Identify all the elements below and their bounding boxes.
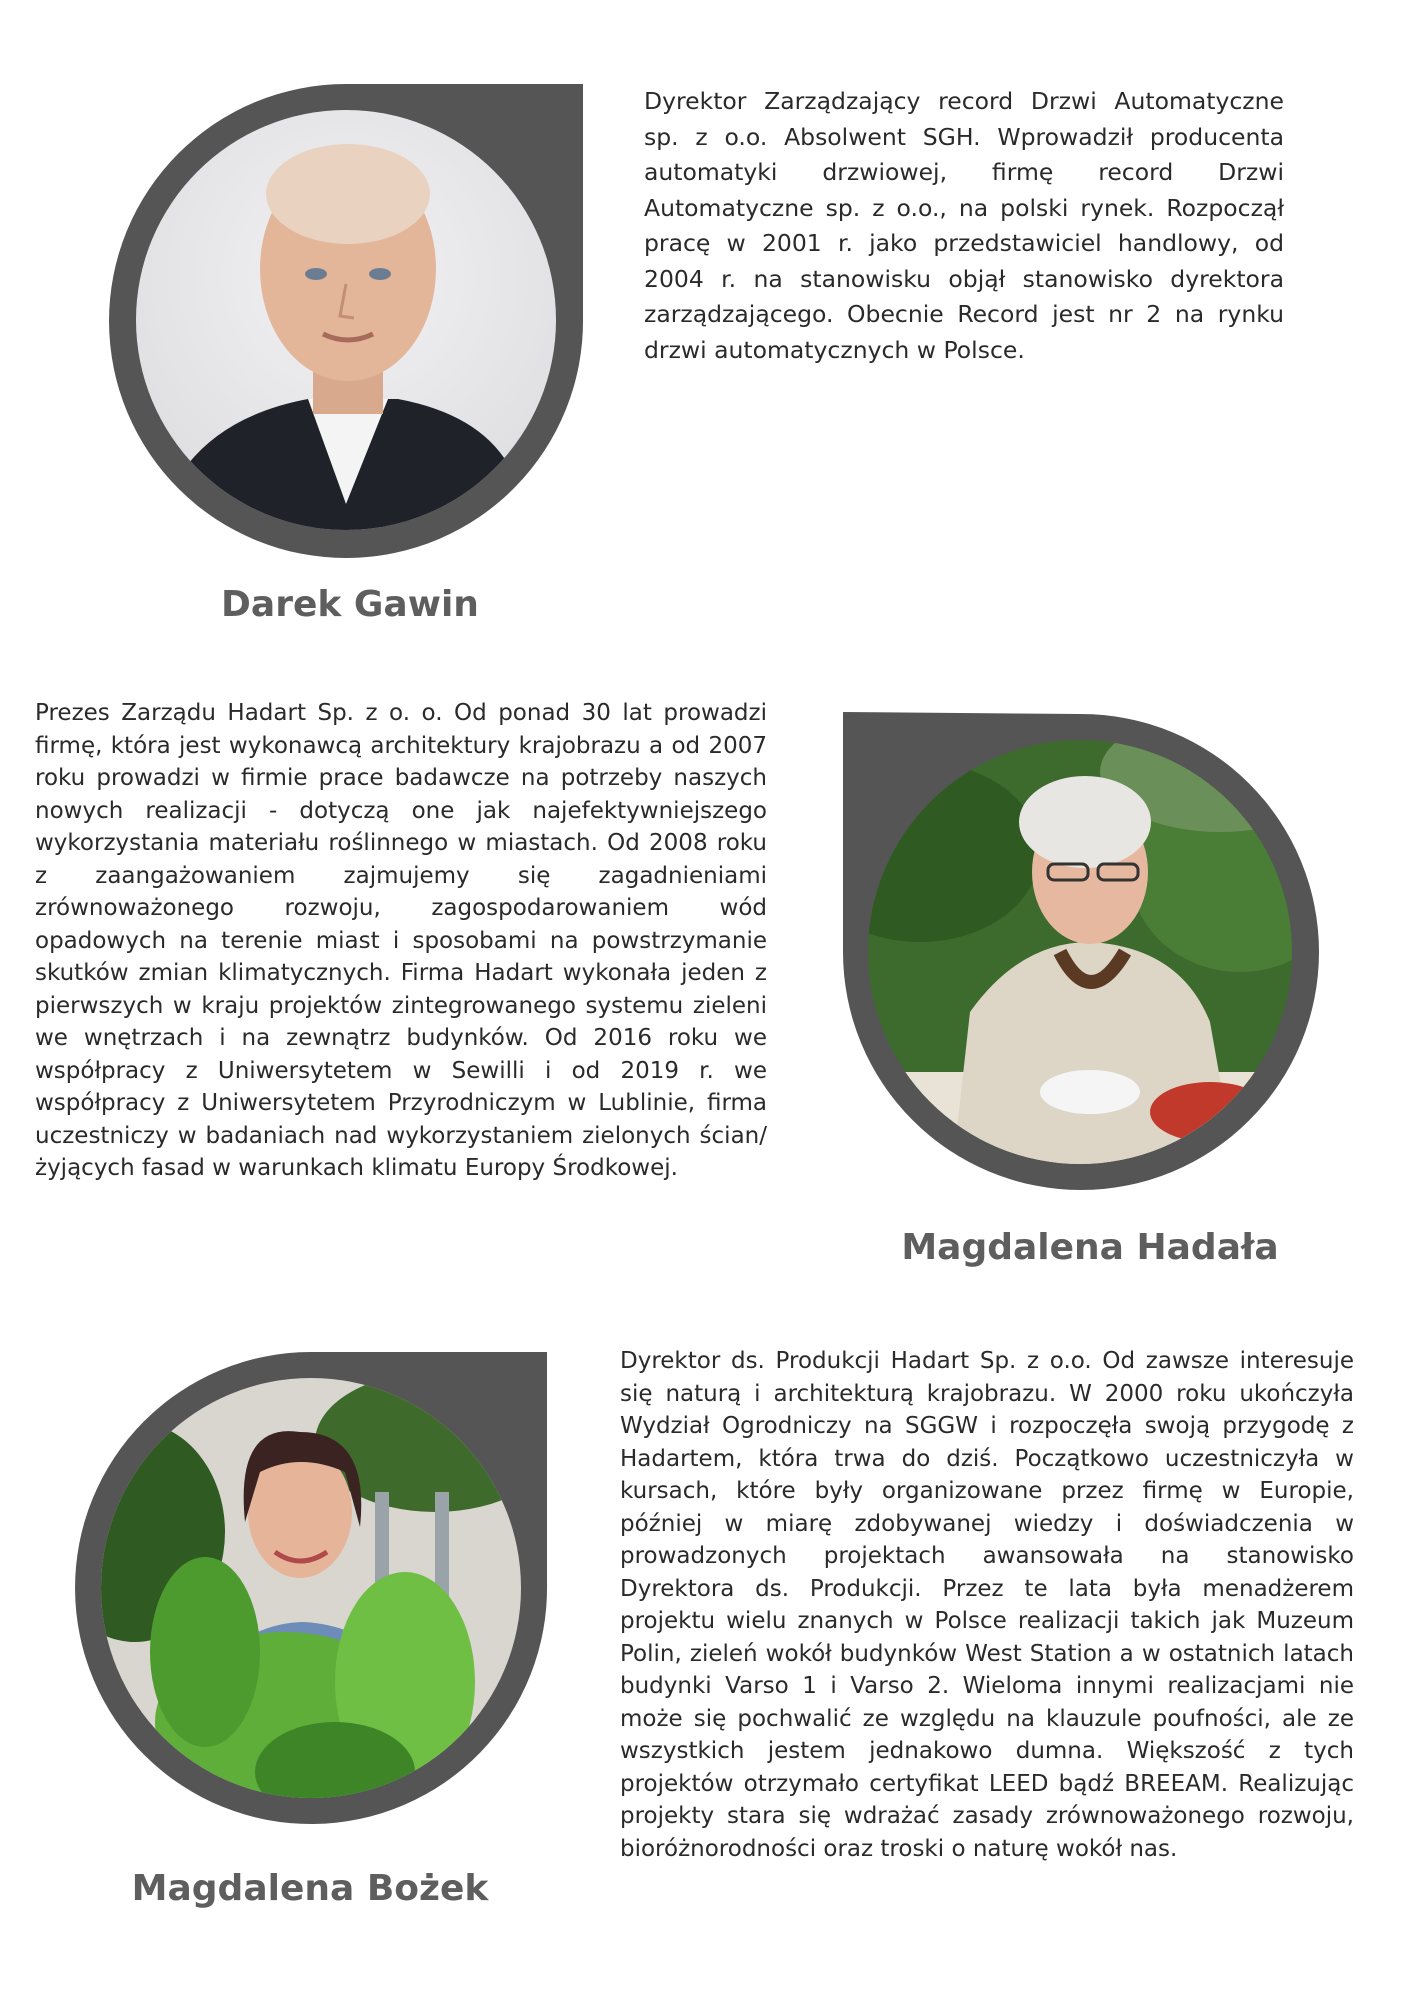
portrait-frame — [75, 1352, 555, 1832]
bio-magdalena-bozek: Dyrektor ds. Produkcji Hadart Sp. z o.o. Od zawsze interesuje się naturą i architekturą krajobrazu. W 2000 roku ukończyła Wydział Ogrodniczy na SGGW i rozpoczęła swoją przygodę z Hadartem, która trwa do dziś. Początkowo uczestniczyła w kursach, które były organizowane przez firmę w Europie, później w miarę zdobywanej wiedzy i doświadczenia w prowadzonych projektach awansowała na stanowisko Dyrektora ds. Produkcji. Przez te lata była menadżerem projektu wielu znanych w Polsce realizacji takich jak Muzeum Polin, zieleń wokół budynków West Station a w ostatnich latach budynki Varso 1 i Varso 2. Wieloma innymi realizacjami nie może się pochwalić ze względu na klauzule poufności, ale ze wszystkich jestem jednakowo dumna. Większość z tych projektów otrzymało certyfikat LEED bądź BREEAM. Realizując projekty stara się wdrażać zasady zrównoważonego rozwoju, bioróżnorodności oraz troski o naturę wokół nas. — [620, 1348, 1354, 1862]
name-magdalena-hadala: Magdalena Hadała — [901, 1227, 1279, 1268]
portrait-frame — [840, 712, 1320, 1192]
bio-magdalena-hadala: Prezes Zarządu Hadart Sp. z o. o. Od ponad 30 lat prowadzi firmę, która jest wykonawcą architektury krajobrazu a od 2007 roku prowadzi w firmie prace badawcze na potrzeby naszych nowych realizacji - dotyczą one jak najefektywniejszego wykorzystania materiału roślinnego w miastach. Od 2008 roku z zaangażowaniem zajmujemy się zagadnieniami zrównoważonego rozwoju, zagospodarowaniem wód opadowych na terenie miast i sposobami na powstrzymanie skutków zmian klimatycznych. Firma Hadart wykonała jeden z pierwszych w kraju projektów zintegrowanego systemu zieleni we wnętrzach i na zewnątrz budynków. Od 2016 roku we współpracy z Uniwersytetem w Sewilli i od 2019 r. we współpracy z Uniwersytetem Przyrodniczym w Lublinie, firma uczestniczy w badaniach nad wykorzystaniem zielonych ścian/ żyjących fasad w warunkach klimatu Europy Środkowej. — [35, 700, 767, 1181]
portrait-frame — [108, 84, 588, 564]
name-darek-gawin: Darek Gawin — [221, 584, 479, 625]
name-magdalena-bozek: Magdalena Bożek — [131, 1868, 489, 1909]
bio-darek-gawin: Dyrektor Zarządzający record Drzwi Automatyczne sp. z o.o. Absolwent SGH. Wprowadził producenta automatyki drzwiowej, firmę record Drzwi Automatyczne sp. z o.o., na polski rynek. Rozpoczął pracę w 2001 r. jako przedstawiciel handlowy, od 2004 r. na stanowisku objął stanowisko dyrektora zarządzającego. Obecnie Record jest nr 2 na rynku drzwi automatycznych w Polsce. — [644, 87, 1284, 364]
